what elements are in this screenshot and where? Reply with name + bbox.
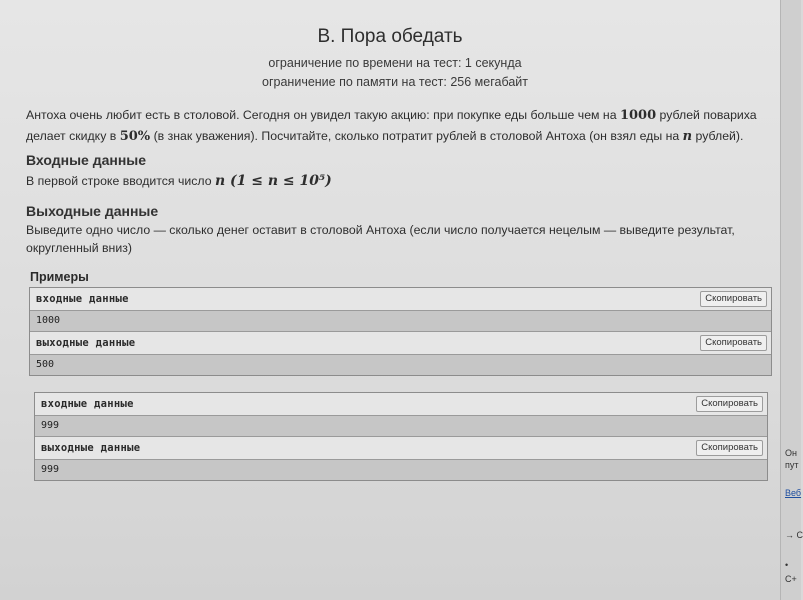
example-output-header: выходные данные Скопировать <box>30 332 771 355</box>
output-section-title: Выходные данные <box>26 203 159 219</box>
example-input-header: входные данные Скопировать <box>35 393 767 416</box>
input-section-title: Входные данные <box>26 152 147 168</box>
copy-output-button[interactable]: Скопировать <box>696 440 763 456</box>
examples-title: Примеры <box>30 270 89 284</box>
example-input-header: входные данные Скопировать <box>30 288 771 311</box>
copy-output-button[interactable]: Скопировать <box>700 335 767 351</box>
right-sidebar <box>780 0 801 600</box>
copy-input-button[interactable]: Скопировать <box>696 396 763 412</box>
output-spec: Выведите одно число — сколько денег оставит в столовой Антоха (если число получается нецелым — выведите результат, округленный вниз) <box>26 223 735 255</box>
sidebar-link[interactable]: Веб <box>785 488 802 498</box>
sidebar-fragment: • <box>785 560 789 570</box>
sidebar-fragment: C+ <box>785 574 797 584</box>
example-input-value: 1000 <box>30 311 771 332</box>
sidebar-fragment: → С <box>785 530 803 540</box>
problem-legend: Антоха очень любит есть в столовой. Сегодня он увидел такую акцию: при покупке еды больше чем на 1000 рублей повариха делает скидку в 50% (в знак уважения). Посчитайте, сколько потратит рублей в столовой Антоха (он взял еды на n рублей). <box>26 108 757 144</box>
example-output-value: 999 <box>35 460 767 480</box>
sidebar-fragment: Он <box>785 448 797 458</box>
example-output-value: 500 <box>30 355 771 375</box>
problem-title: B. Пора обедать <box>317 26 463 47</box>
time-limit: ограничение по времени на тест: 1 секунда <box>268 56 522 70</box>
example-2 <box>34 392 768 481</box>
copy-input-button[interactable]: Скопировать <box>700 291 767 307</box>
example-input-value: 999 <box>35 416 767 437</box>
input-constraint: n (1 ≤ n ≤ 10⁵) <box>214 173 332 189</box>
example-output-header: выходные данные Скопировать <box>35 437 767 460</box>
input-spec: В первой строке вводится число n (1 ≤ n ≤ 10⁵) <box>26 173 332 189</box>
example-1 <box>29 287 772 376</box>
sidebar-fragment: пут <box>785 460 799 470</box>
memory-limit: ограничение по памяти на тест: 256 мегабайт <box>262 75 528 89</box>
